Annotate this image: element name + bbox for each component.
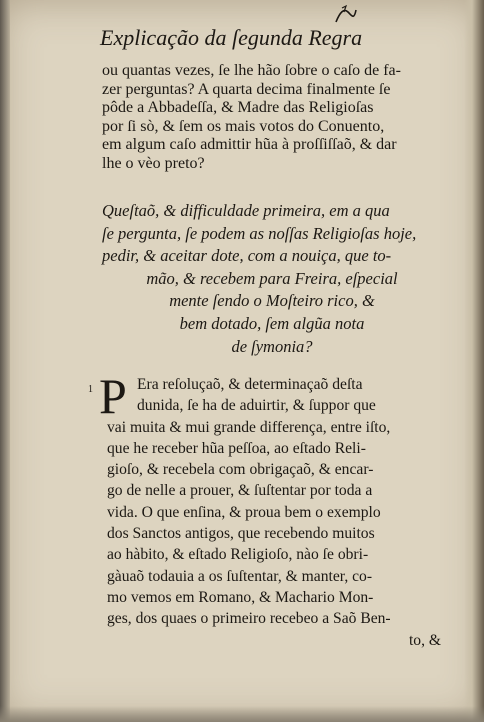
running-head: Explicação da ſegunda Regra: [100, 25, 363, 50]
text-line: ou quantas vezes, ſe lhe hão ſobre o caſo de fa-: [102, 62, 401, 79]
text-line: ges, dos quaes o primeiro recebeo a Saõ Ben-: [107, 610, 391, 628]
text-line: em algum caſo admittir hũa à proſſiſſaõ, & dar: [102, 136, 397, 154]
heading-line: Queſtaõ, & difficuldade primeira, em a qua: [102, 201, 390, 220]
text-line: que he receber hũa peſſoa, ao eſtado Reli-: [107, 439, 366, 457]
page-bottom-edge: [0, 706, 484, 722]
text-line: go de nelle a prouer, & ſuſtentar por toda a: [107, 482, 373, 500]
heading-line: mão, & recebem para Freira, eſpecial: [146, 268, 398, 288]
text-line: por ſi sò, & ſem os mais votos do Conuento,: [102, 117, 385, 135]
drop-cap: P: [99, 368, 127, 424]
text-line: pôde a Abbadeſſa, & Madre das Religioſas: [102, 99, 374, 117]
body-paragraph: [107, 374, 441, 651]
page-right-edge: [464, 0, 484, 722]
text-line: gioſo, & recebela com obrigaçaõ, & encar-: [107, 461, 374, 479]
text-line: dunida, ſe ha de aduirtir, & ſuppor que: [137, 397, 376, 415]
text-line: mo vemos em Romano, & Machario Mon-: [107, 588, 374, 606]
heading-line: pedir, & aceitar dote, com a nouiça, que to-: [102, 246, 392, 266]
show-through-text: ⁠ ⁠: [436, 151, 440, 166]
text-line: zer perguntas? A quarta decima finalmente ſe: [102, 80, 391, 98]
section-heading: [102, 200, 442, 358]
text-line: vida. O que enſina, & proua bem o exemplo: [107, 503, 381, 521]
text-line: Era reſoluçaõ, & determinaçaõ deſta: [137, 376, 363, 393]
paragraph-number: 1: [88, 384, 93, 395]
heading-line: de ſymonia?: [231, 336, 313, 356]
page-gutter-shadow: [0, 0, 10, 722]
heading-line: mente ſendo o Moſteiro rico, &: [169, 291, 375, 311]
text-line: lhe o vèo preto?: [102, 154, 205, 172]
text-line: dos Sanctos antigos, que recebendo muitos: [107, 525, 375, 543]
catchword: to, &: [408, 631, 441, 649]
text-line: gàuaõ todauia a os ſuſtentar, & manter, co-: [107, 567, 373, 585]
text-line: ao hàbito, & eſtado Religioſo, nào ſe obri-: [107, 546, 369, 564]
heading-line: ſe pergunta, ſe podem as noſſas Religioſas hoje,: [102, 223, 417, 243]
heading-line: bem dotado, ſem algũa nota: [179, 313, 365, 333]
ornament-flourish-icon: [334, 4, 358, 26]
question-paragraph: [102, 62, 442, 174]
text-line: vai muita & mui grande differença, entre iſto,: [107, 418, 391, 436]
